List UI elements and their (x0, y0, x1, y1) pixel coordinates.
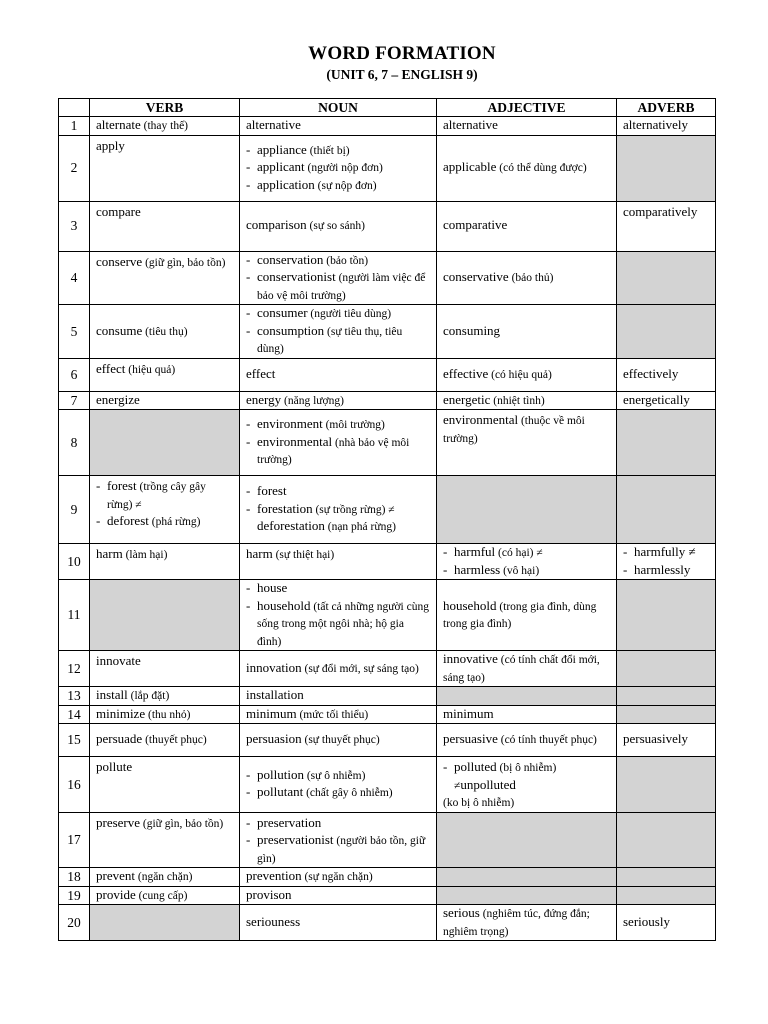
noun-word: environmental (257, 433, 333, 449)
noun-meaning: (sự đổi mới, sự sáng tạo) (301, 662, 419, 675)
noun-meaning: (sự so sánh) (306, 220, 365, 233)
noun-word: persuasion (246, 731, 302, 747)
noun-meaning: (nhà bảo vệ môi trường) (257, 436, 410, 467)
table-row (59, 476, 716, 544)
noun-cell (240, 812, 437, 868)
verb-meaning: (thu nhỏ) (145, 708, 191, 721)
table-row (59, 135, 716, 201)
table-row (59, 868, 716, 887)
adj-meaning: (trong gia đình, dùng trong gia đình) (443, 600, 597, 630)
noun-word: environment (257, 416, 323, 432)
verb-meaning: (cung cấp) (135, 889, 188, 902)
noun-meaning: (sự nộp đơn) (314, 179, 377, 192)
adj-word: harmful (454, 544, 496, 559)
adj-cell (437, 305, 617, 359)
noun-word: pollutant (257, 784, 304, 800)
list-item (96, 478, 233, 513)
adj-cell (437, 812, 617, 868)
list-item (443, 544, 610, 562)
verb-word: pollute (96, 759, 133, 774)
verb-meaning: (thay thế) (140, 120, 189, 132)
column-header-adjective: ADJECTIVE (437, 99, 617, 117)
list-item (246, 323, 430, 358)
adv-cell (617, 117, 716, 136)
verb-cell (90, 358, 240, 391)
verb-cell (90, 305, 240, 359)
adv-word: comparatively (623, 203, 698, 219)
noun-word: prevention (246, 868, 302, 883)
noun-word: effect (246, 365, 276, 381)
adj-cell (437, 651, 617, 687)
noun-cell (240, 305, 437, 359)
verb-word: harm (96, 546, 123, 561)
adj-meaning: (bị ô nhiễm) ≠ (454, 762, 557, 792)
page-title: WORD FORMATION (308, 43, 496, 64)
adv-word: effectively (623, 365, 679, 381)
verb-word: preserve (96, 814, 141, 830)
noun-cell (240, 580, 437, 651)
noun-cell (240, 705, 437, 724)
noun-meaning: (người nộp đơn) (304, 162, 383, 175)
adv-cell (617, 358, 716, 391)
adv-cell (617, 886, 716, 905)
adj-word: persuasive (443, 731, 498, 747)
noun-word: installation (246, 687, 304, 702)
dash-list (246, 252, 430, 305)
adj-word: energetic (443, 391, 491, 407)
adj-meaning: (bảo thủ) (508, 272, 554, 284)
table-row (59, 305, 716, 359)
noun-cell (240, 135, 437, 201)
adj-meaning: (có thể dùng được) (496, 162, 587, 175)
noun-meaning: (nạn phá rừng) (324, 521, 396, 534)
list-item (623, 544, 709, 562)
row-number: 5 (59, 305, 90, 359)
adj-meaning: (có hiệu quả) (488, 368, 552, 381)
row-number: 3 (59, 201, 90, 251)
noun-cell (240, 358, 437, 391)
noun-meaning: (người bảo tồn, giữ gìn) (257, 835, 426, 865)
row-number: 19 (59, 886, 90, 905)
dash-list (246, 767, 430, 802)
adj-cell (437, 135, 617, 201)
row-number: 15 (59, 724, 90, 757)
dash-list (246, 580, 430, 650)
verb-meaning: (giữ gìn, bảo tồn) (140, 817, 224, 830)
adj-word: conservative (443, 269, 509, 284)
list-item (246, 269, 430, 304)
verb-meaning: (thuyết phục) (142, 734, 207, 747)
table-row (59, 687, 716, 706)
dash-list (246, 305, 430, 358)
noun-meaning: (thiết bị) (306, 144, 350, 157)
verb-word: minimize (96, 705, 146, 721)
verb-cell (90, 410, 240, 476)
table-row (59, 812, 716, 868)
dash-list (96, 478, 233, 531)
adj-cell (437, 251, 617, 305)
row-number: 2 (59, 135, 90, 201)
noun-word: applicant (257, 159, 305, 175)
table-row (59, 886, 716, 905)
adj-meaning: (vô hại) (500, 564, 540, 577)
noun-meaning: (tất cả những người cùng sống trong một ngôi nhà; hộ gia đình) (257, 600, 429, 648)
table-row (59, 391, 716, 410)
list-item (246, 580, 430, 598)
noun-word: preservation (257, 814, 322, 830)
row-number: 12 (59, 651, 90, 687)
verb-word: provide (96, 886, 136, 902)
verb-cell (90, 868, 240, 887)
noun-word: comparison (246, 217, 307, 233)
verb-cell (90, 724, 240, 757)
list-item (246, 501, 430, 536)
list-item (246, 177, 430, 195)
noun-cell (240, 201, 437, 251)
noun-meaning: (sự thuyết phục) (301, 734, 380, 747)
verb-word: energize (96, 391, 140, 407)
verb-cell (90, 580, 240, 651)
list-item (443, 759, 610, 794)
page-subtitle: (UNIT 6, 7 – ENGLISH 9) (326, 67, 478, 82)
word-formation-table (58, 98, 716, 941)
adv-word: harmfully ≠ (634, 544, 696, 559)
noun-cell (240, 117, 437, 136)
adv-cell (617, 410, 716, 476)
column-header-number (59, 99, 90, 117)
adj-meaning: (ko bị ô nhiễm) (443, 797, 515, 809)
list-item (246, 305, 430, 323)
verb-cell (90, 812, 240, 868)
row-number: 4 (59, 251, 90, 305)
adj-word: household (443, 597, 497, 613)
verb-word: persuade (96, 731, 143, 747)
noun-word: conservation (257, 251, 324, 267)
adj-word: minimum (443, 705, 494, 721)
dash-list (623, 544, 709, 579)
adv-cell (617, 201, 716, 251)
verb-word: install (96, 687, 128, 702)
adj-word: harmless (454, 561, 501, 577)
noun-word: forest (257, 483, 287, 499)
adj-cell (437, 868, 617, 887)
row-number: 18 (59, 868, 90, 887)
row-number: 7 (59, 391, 90, 410)
noun-meaning: (sự thiệt hại) (272, 549, 335, 561)
noun-word: pollution (257, 766, 304, 782)
noun-cell (240, 251, 437, 305)
noun-word: energy (246, 391, 282, 407)
table-row (59, 757, 716, 813)
verb-meaning: (tiêu thụ) (142, 325, 188, 338)
adj-cell (437, 544, 617, 580)
noun-cell (240, 476, 437, 544)
noun-cell (240, 724, 437, 757)
verb-cell (90, 476, 240, 544)
noun-word: provison (246, 886, 292, 902)
verb-cell (90, 886, 240, 905)
table-header-row (59, 99, 716, 117)
noun-cell (240, 757, 437, 813)
noun-cell (240, 868, 437, 887)
row-number: 6 (59, 358, 90, 391)
noun-meaning: (sự ô nhiễm) (303, 769, 366, 782)
verb-meaning: (hiệu quả) (125, 363, 176, 376)
verb-meaning: (trồng cây gây rừng) ≠ (107, 481, 206, 511)
table-row (59, 251, 716, 305)
verb-cell (90, 905, 240, 941)
list-note (443, 794, 610, 812)
row-number: 14 (59, 705, 90, 724)
adv-word: harmlessly (634, 561, 691, 577)
adj-meaning: (thuộc về môi trường) (443, 415, 585, 445)
column-header-verb: VERB (90, 99, 240, 117)
list-item (623, 562, 709, 580)
adj-word: consuming (443, 322, 501, 338)
adj-word: alternative (443, 117, 498, 132)
verb-cell (90, 705, 240, 724)
list-item (246, 767, 430, 785)
noun-meaning: (môi trường) (322, 419, 385, 432)
adv-cell (617, 651, 716, 687)
adj-cell (437, 201, 617, 251)
list-item (246, 159, 430, 177)
dash-list (246, 142, 430, 195)
row-number: 9 (59, 476, 90, 544)
verb-word: effect (96, 360, 126, 376)
noun-word: house (257, 580, 288, 595)
adj-meaning: (có hại) ≠ (495, 547, 543, 559)
noun-cell (240, 905, 437, 941)
adv-cell (617, 305, 716, 359)
noun-word: seriouness (246, 913, 301, 929)
verb-cell (90, 651, 240, 687)
table-row (59, 651, 716, 687)
list-item (246, 252, 430, 270)
noun-word: innovation (246, 659, 302, 675)
noun-word: alternative (246, 117, 301, 132)
noun-word: deforestation (257, 518, 325, 534)
row-number: 1 (59, 117, 90, 136)
adv-word: persuasively (623, 731, 688, 747)
list-item (443, 562, 610, 580)
adv-cell (617, 251, 716, 305)
noun-word: conservationist (257, 269, 336, 284)
verb-meaning: (phá rừng) (148, 516, 201, 528)
verb-meaning: (giữ gìn, bảo tồn) (142, 256, 226, 269)
dash-list (443, 544, 610, 579)
noun-word: harm (246, 546, 273, 561)
verb-cell (90, 757, 240, 813)
verb-word: consume (96, 322, 143, 338)
adv-cell (617, 544, 716, 580)
verb-meaning: (lắp đặt) (127, 690, 170, 702)
noun-cell (240, 886, 437, 905)
adv-word: energetically (623, 391, 690, 407)
row-number: 8 (59, 410, 90, 476)
noun-cell (240, 687, 437, 706)
adj-word: polluted (454, 759, 497, 774)
noun-meaning: (năng lượng) (281, 394, 344, 407)
noun-word: consumer (257, 305, 308, 320)
adj-word: effective (443, 365, 489, 381)
adj-meaning: (có tính thuyết phục) (497, 734, 597, 747)
list-item (246, 832, 430, 867)
noun-cell (240, 391, 437, 410)
list-item (246, 434, 430, 469)
adj-cell (437, 580, 617, 651)
table-row (59, 117, 716, 136)
adv-word: alternatively (623, 117, 688, 132)
noun-word: appliance (257, 141, 307, 157)
adv-cell (617, 391, 716, 410)
adv-cell (617, 724, 716, 757)
adj-word: applicable (443, 159, 497, 175)
adv-cell (617, 705, 716, 724)
list-item (246, 784, 430, 802)
row-number: 11 (59, 580, 90, 651)
verb-word: innovate (96, 653, 141, 668)
verb-meaning: (làm hại) (122, 549, 168, 561)
adj-cell (437, 757, 617, 813)
verb-cell (90, 135, 240, 201)
noun-word: preservationist (257, 832, 334, 847)
column-header-noun: NOUN (240, 99, 437, 117)
row-number: 17 (59, 812, 90, 868)
adv-cell (617, 905, 716, 941)
list-item (246, 815, 430, 833)
table-row (59, 358, 716, 391)
adj-cell (437, 905, 617, 941)
verb-cell (90, 687, 240, 706)
noun-meaning: (chất gây ô nhiễm) (303, 787, 393, 800)
noun-meaning: (mức tối thiểu) (296, 708, 369, 721)
list-item (246, 598, 430, 651)
row-number: 16 (59, 757, 90, 813)
adj-cell (437, 724, 617, 757)
adj-cell (437, 410, 617, 476)
noun-word: consumption (257, 322, 325, 338)
verb-cell (90, 201, 240, 251)
adj-word: unpolluted (460, 776, 516, 792)
verb-meaning: (ngăn chặn) (134, 871, 193, 883)
list-item (96, 513, 233, 531)
row-number: 10 (59, 544, 90, 580)
dash-list (246, 815, 430, 868)
list-item (246, 142, 430, 160)
noun-word: forestation (257, 500, 313, 516)
noun-cell (240, 651, 437, 687)
adj-cell (437, 687, 617, 706)
dash-list (246, 416, 430, 469)
adj-cell (437, 391, 617, 410)
list-item (246, 483, 430, 501)
table-row (59, 544, 716, 580)
table-row (59, 705, 716, 724)
adj-word: environmental (443, 412, 519, 427)
adv-cell (617, 812, 716, 868)
adj-meaning: (nhiệt tình) (490, 394, 545, 407)
noun-cell (240, 410, 437, 476)
noun-meaning: (người tiêu dùng) (307, 308, 392, 320)
noun-meaning: (sự tiêu thụ, tiêu dùng) (257, 325, 403, 355)
adv-cell (617, 868, 716, 887)
verb-word: forest (107, 478, 137, 493)
table-row (59, 580, 716, 651)
row-number: 13 (59, 687, 90, 706)
noun-word: application (257, 176, 315, 192)
row-number: 20 (59, 905, 90, 941)
noun-cell (240, 544, 437, 580)
table-row (59, 905, 716, 941)
adj-word: comparative (443, 217, 508, 233)
dash-list (443, 759, 610, 812)
adj-cell (437, 476, 617, 544)
verb-cell (90, 391, 240, 410)
adj-cell (437, 117, 617, 136)
noun-word: minimum (246, 705, 297, 721)
column-header-adverb: ADVERB (617, 99, 716, 117)
verb-word: conserve (96, 253, 143, 269)
verb-word: compare (96, 203, 141, 219)
adv-word: seriously (623, 913, 670, 929)
dash-list (246, 483, 430, 536)
table-row (59, 724, 716, 757)
adv-cell (617, 757, 716, 813)
adv-cell (617, 135, 716, 201)
noun-meaning: (sự trồng rừng) ≠ (312, 503, 395, 516)
adj-cell (437, 358, 617, 391)
list-item (246, 416, 430, 434)
table-row (59, 410, 716, 476)
verb-word: deforest (107, 513, 149, 528)
verb-cell (90, 117, 240, 136)
noun-meaning: (người làm việc để bảo vệ môi trường) (257, 272, 426, 302)
adj-word: innovative (443, 651, 498, 666)
verb-word: prevent (96, 868, 135, 883)
adv-cell (617, 476, 716, 544)
noun-meaning: (bảo tồn) (323, 254, 369, 267)
verb-word: alternate (96, 117, 141, 132)
verb-word: apply (96, 137, 125, 153)
verb-cell (90, 251, 240, 305)
noun-meaning: (sự ngăn chặn) (301, 871, 373, 883)
verb-cell (90, 544, 240, 580)
adv-cell (617, 580, 716, 651)
adj-meaning: (có tính chất đổi mới, sáng tạo) (443, 654, 600, 684)
table-row (59, 201, 716, 251)
adv-cell (617, 687, 716, 706)
adj-cell (437, 886, 617, 905)
adj-word: serious (443, 905, 480, 920)
noun-word: household (257, 597, 311, 613)
adj-cell (437, 705, 617, 724)
adj-meaning: (nghiêm túc, đứng đắn; nghiêm trọng) (443, 908, 590, 938)
